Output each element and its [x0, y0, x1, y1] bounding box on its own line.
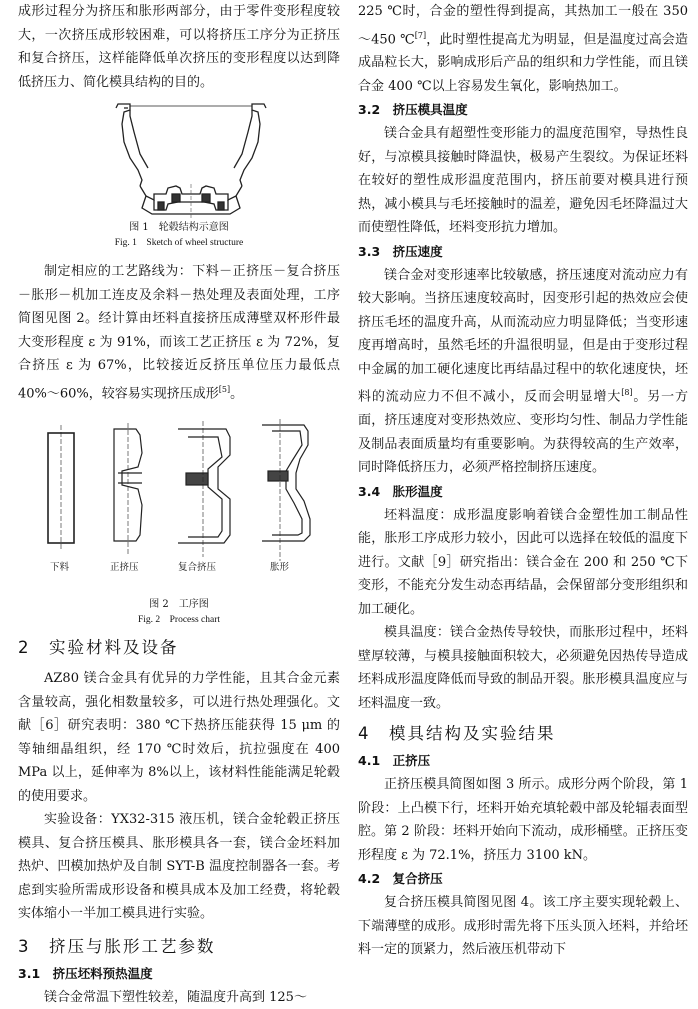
- subsection-heading: 4.2 复合挤压: [358, 871, 443, 887]
- paragraph-text: 制定相应的工艺路线为：下料－正挤压－复合挤压－胀形－机加工连皮及余料－热处理及表面处理，工序简图见图 2。经计算由坯料直接挤压成薄壁双杯形件最大变形程度 ε 为 91%，而该工艺正挤压 ε 为 72%，复合挤压 ε 为 67%，比较接近反挤压单位压力最低点 40%～60%，较容易实现挤压成形: [18, 264, 340, 401]
- paragraph: 模具温度：镁合金热传导较快，而胀形过程中，坯料壁厚较薄，与模具接触面积较大，必须避免因热传导造成坯料成形温度降低而导致的制品开裂。胀形模具温度应与坯料温度一致。: [358, 625, 688, 711]
- process-label-forward-extrusion: 正挤压: [110, 562, 139, 574]
- subsection-heading: 4.1 正挤压: [358, 753, 431, 769]
- paragraph-text: ，此时塑性提高尤为明显，但是温度过高会造成晶粒长大，影响成形后产品的组织和力学性能，而且镁合金 400 ℃以上容易发生氧化，影响热加工。: [358, 31, 688, 94]
- figure-2-caption-cn: 图 2 工序图: [149, 599, 209, 611]
- paragraph: [358, 264, 688, 480]
- paragraph-text: 。另一方面，挤压速度对变形热效应、变形均匀性、制品力学性能及制品表面质量均有重要影响。为获得较高的生产效率，同时降低挤压力，必须严格控制挤压速度。: [358, 389, 688, 476]
- subsection-heading: 3.3 挤压速度: [358, 243, 443, 259]
- left-column: [18, 0, 340, 1009]
- paragraph: 镁合金具有超塑性变形能力的温度范围窄，导热性良好，与凉模具接触时降温快，极易产生裂纹。为保证坯料在较好的塑性成形温度范围内，挤压前要对模具进行预热，减小模具与毛坯接触时的温差，避免因毛坯降温过大而使塑性降低，坯料变形抗力增加。: [358, 126, 688, 236]
- citation: [5]: [218, 384, 231, 394]
- wheel-structure-drawing: [18, 102, 340, 220]
- figure-1: [18, 102, 340, 254]
- figure-1-caption-cn: 图 1 轮毂结构示意图: [129, 222, 229, 233]
- process-chart-drawing: [18, 415, 340, 575]
- paragraph: 坯料温度：成形温度影响着镁合金塑性加工制品性能，胀形工序成形力较小，因此可以选择在较低的温度下进行。文献［9］研究指出：镁合金在 200 和 250 ℃下变形，不能充分发生动态再结晶，会保留部分变形组织和加工硬化。: [358, 507, 688, 617]
- section-heading: 2 实验材料及设备: [18, 638, 179, 658]
- citation: [7]: [414, 30, 427, 40]
- subsection-heading: 3.4 胀形温度: [358, 483, 443, 499]
- paragraph: [18, 260, 340, 405]
- paragraph: AZ80 镁合金具有优异的力学性能，且其合金元素含量较高，强化相数量较多，可以进行热处理强化。文献［6］研究表明：380 ℃下热挤压能获得 15 μm 的等轴细晶组织，经 170 ℃时效后，抗拉强度在 400 MPa 以上，延伸率为 8%以上，该材料性能能满足轮毂的使用要求。: [18, 671, 340, 804]
- subsection-heading: 3.2 挤压模具温度: [358, 102, 468, 118]
- process-label-blank: 下料: [50, 562, 70, 574]
- figure-1-caption-en: Fig. 1 Sketch of wheel structure: [114, 238, 244, 248]
- process-label-compound-extrusion: 复合挤压: [178, 562, 217, 574]
- paragraph-end: 。: [230, 385, 244, 401]
- paragraph: 镁合金常温下塑性较差，随温度升高到 125～: [44, 989, 307, 1005]
- paragraph: 复合挤压模具简图见图 4。该工序主要实现轮毂上、下端薄壁的成形。成形时需先将下压头顶入坯料，并给坯料一定的顶紧力，然后液压机带动下: [358, 895, 688, 958]
- figure-2: [18, 415, 340, 629]
- figure-2-caption-en: Fig. 2 Process chart: [137, 615, 221, 626]
- subsection-heading: 3.1 挤压坯料预热温度: [18, 965, 153, 981]
- paragraph-text: 镁合金对变形速率比较敏感，挤压速度对流动应力有较大影响。当挤压速度较高时，因变形引起的热效应会使挤压毛坯的温度升高，从而流动应力明显降低；当变形速度再增高时，虽然毛坯的升温很明显，但是由于变形过程中金属的加工硬化速度比再结晶过程中的软化速度快，坯料的流动应力不但不减小，反而会明显增大: [358, 267, 688, 405]
- paragraph-text: 225 ℃时，合金的塑性得到提高，其热加工一般在 350～450 ℃: [358, 4, 688, 47]
- right-column: [358, 0, 688, 962]
- section-heading: 3 挤压与胀形工艺参数: [18, 936, 216, 956]
- citation: [8]: [621, 388, 633, 398]
- section-heading: 4 模具结构及实验结果: [358, 724, 556, 744]
- paragraph: [358, 0, 688, 98]
- process-label-expansion: 胀形: [270, 562, 290, 574]
- paragraph: 正挤压模具简图如图 3 所示。成形分两个阶段，第 1 阶段：上凸模下行，坯料开始充填轮毂中部及轮辐表面型腔。第 2 阶段：坯料开始向下流动，成形桶壁。正挤压变形程度 ε 为 72.1%，挤压力 3100 kN。: [358, 777, 688, 863]
- paragraph: 成形过程分为挤压和胀形两部分，由于零件变形程度较大，一次挤压成形较困难，可以将挤压工序分为正挤压和复合挤压，这样能降低单次挤压的变形程度以达到降低挤压力、简化模具结构的目的。: [18, 4, 340, 90]
- paragraph: 实验设备：YX32-315 液压机，镁合金轮毂正挤压模具、复合挤压模具、胀形模具各一套，镁合金坯料加热炉、凹模加热炉及自制 SYT-B 温度控制器各一套。考虑到实验所需成形设备和模具成本及加工经费，将轮毂实体缩小一半加工模具进行实验。: [18, 812, 340, 922]
